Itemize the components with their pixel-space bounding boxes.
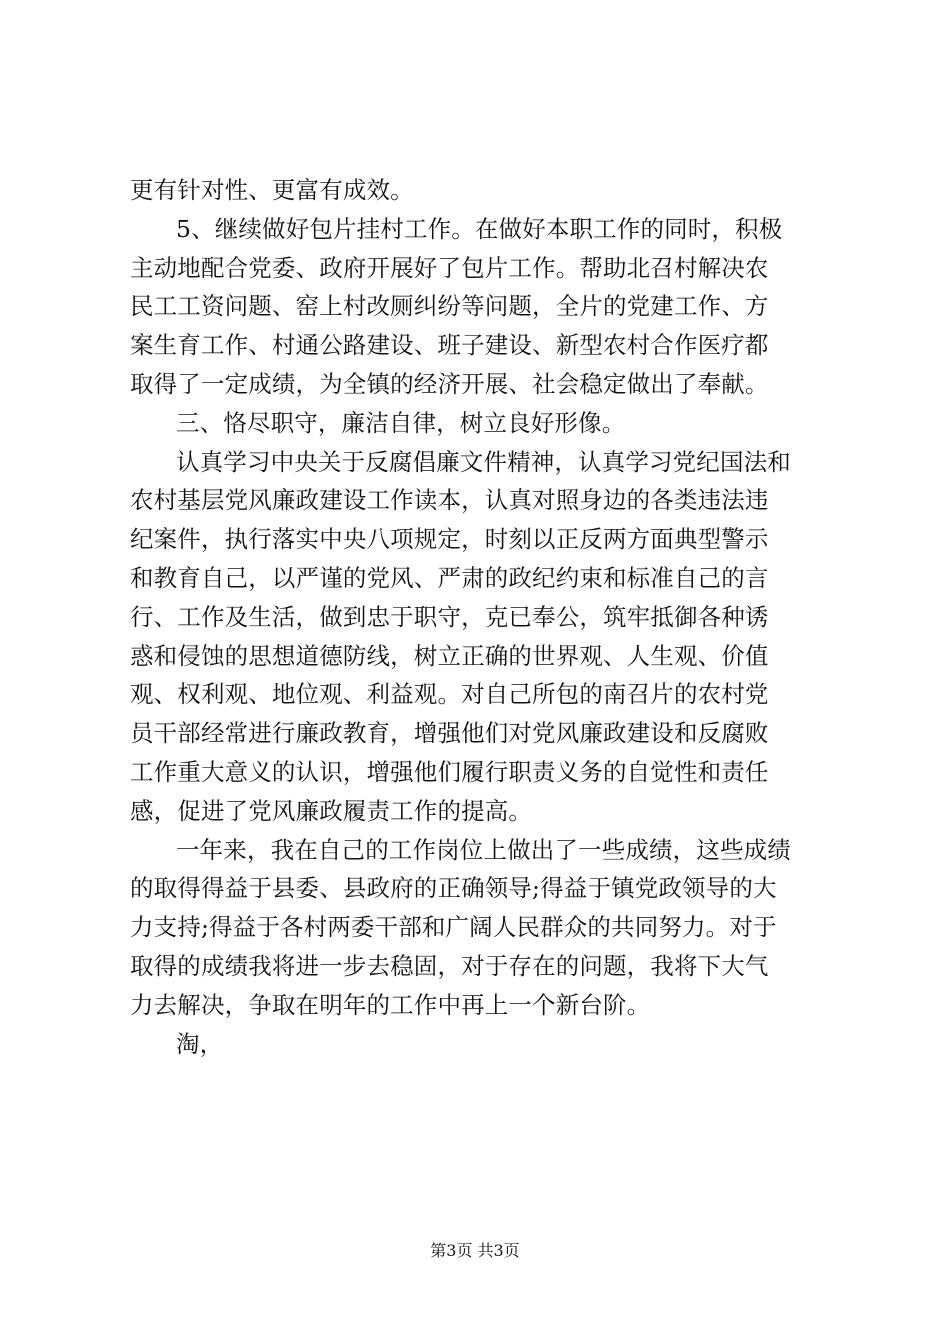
text-line: 淘， bbox=[176, 1029, 224, 1058]
text-line: 取得了一定成绩，为全镇的经济开展、社会稳定做出了奉献。 bbox=[130, 369, 769, 398]
page-footer: 第3页 共3页 bbox=[430, 1241, 520, 1260]
text-line: 力支持;得益于各村两委干部和广阔人民群众的共同努力。对于 bbox=[130, 913, 777, 942]
text-line: 行、工作及生活，做到忠于职守，克已奉公，筑牢抵御各种诱 bbox=[130, 602, 769, 631]
text-line: 主动地配合党委、政府开展好了包片工作。帮助北召村解决农 bbox=[130, 253, 769, 282]
text-line: 更有针对性、更富有成效。 bbox=[130, 176, 414, 204]
document-body bbox=[130, 171, 830, 1063]
text-line: 工作重大意义的认识，增强他们履行职责义务的自觉性和责任 bbox=[130, 757, 769, 786]
text-line: 员干部经常进行廉政教育，增强他们对党风廉政建设和反腐败 bbox=[130, 719, 769, 748]
text-line: 一年来，我在自己的工作岗位上做出了一些成绩，这些成绩 bbox=[176, 835, 791, 864]
text-line: 和教育自己，以严谨的党风、严肃的政纪约束和标准自己的言 bbox=[130, 563, 769, 592]
text-line: 5、继续做好包片挂村工作。在做好本职工作的同时，积极 bbox=[176, 214, 783, 243]
text-line: 三、恪尽职守，廉洁自律，树立良好形像。 bbox=[176, 408, 626, 437]
text-line: 纪案件，执行落实中央八项规定，时刻以正反两方面典型警示 bbox=[130, 525, 769, 554]
text-line: 取得的成绩我将进一步去稳固，对于存在的问题，我将下大气 bbox=[130, 951, 769, 980]
text-line: 认真学习中央关于反腐倡廉文件精神，认真学习党纪国法和 bbox=[176, 447, 791, 476]
text-line: 力去解决，争取在明年的工作中再上一个新台阶。 bbox=[130, 990, 651, 1019]
text-line: 民工工资问题、窑上村改厕纠纷等问题，全片的党建工作、方 bbox=[130, 292, 769, 321]
text-line: 案生育工作、村通公路建设、班子建设、新型农村合作医疗都 bbox=[130, 331, 769, 360]
text-line: 的取得得益于县委、县政府的正确领导;得益于镇党政领导的大 bbox=[130, 874, 777, 903]
text-line: 感，促进了党风廉政履责工作的提高。 bbox=[130, 796, 533, 825]
text-line: 惑和侵蚀的思想道德防线，树立正确的世界观、人生观、价值 bbox=[130, 641, 769, 670]
text-line: 农村基层党风廉政建设工作读本，认真对照身边的各类违法违 bbox=[130, 486, 769, 515]
text-line: 观、权利观、地位观、利益观。对自己所包的南召片的农村党 bbox=[130, 680, 769, 709]
